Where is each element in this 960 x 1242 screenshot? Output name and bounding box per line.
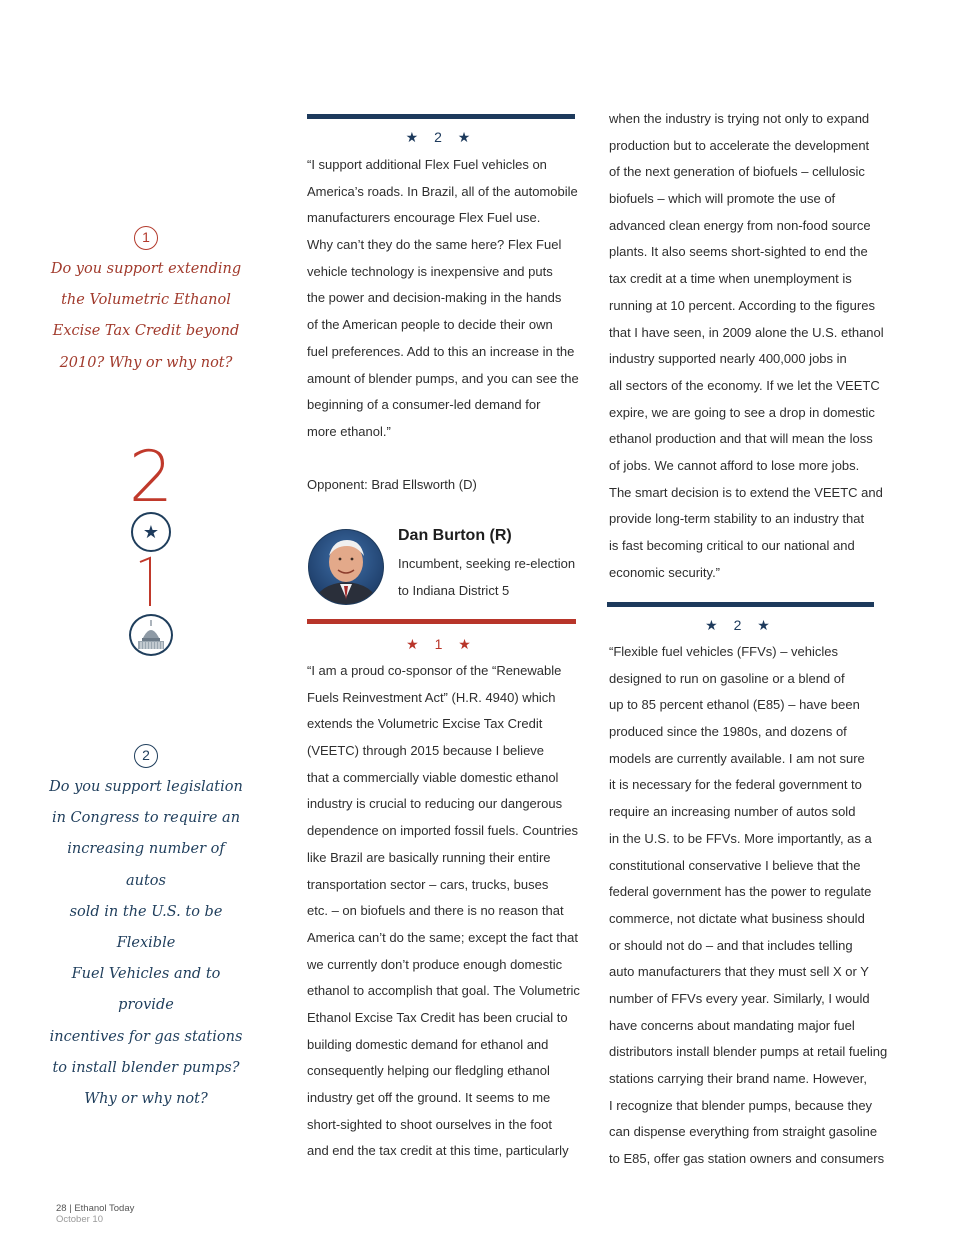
- text-line: provide long-term stability to an industry that: [609, 511, 865, 527]
- page-footer: [56, 1203, 134, 1225]
- text-line: of the next generation of biofuels – cellulosic: [609, 164, 865, 180]
- text-line: the power and decision-making in the hands: [307, 290, 562, 306]
- text-line: stations carrying their brand name. However,: [609, 1071, 867, 1086]
- text-line: that a commercially viable domestic ethanol: [307, 769, 559, 785]
- answer-text-bottom: [307, 658, 582, 1165]
- question-line: the Volumetric Ethanol: [61, 292, 231, 309]
- divider-blue: [307, 114, 575, 119]
- text-line: that I have seen, in 2009 alone the U.S. ethanol: [609, 324, 884, 340]
- text-line: running at 10 percent. According to the figures: [609, 297, 875, 313]
- text-line: “I am a proud co-sponsor of the “Renewable: [307, 663, 562, 678]
- text-line: beginning of a consumer-led demand for: [307, 397, 541, 413]
- text-line: it is necessary for the federal government to: [609, 777, 862, 793]
- answer-text-top: [307, 152, 582, 446]
- answer-text-question-2: [609, 639, 899, 1173]
- question-line: Do you support legislation: [49, 779, 243, 795]
- issue-date: October 10: [56, 1214, 103, 1225]
- question-line: to install blender pumps?: [52, 1059, 240, 1076]
- text-line: The smart decision is to extend the VEETC and: [609, 484, 883, 500]
- opponent-label: Opponent: Brad Ellsworth (D): [307, 477, 477, 492]
- candidate-district: to Indiana District 5: [398, 583, 510, 598]
- text-line: auto manufacturers that they must sell X or Y: [609, 964, 869, 980]
- text-line: plants. It also seems short-sighted to end the: [609, 244, 868, 260]
- text-line: to E85, offer gas station owners and consumers: [609, 1151, 885, 1167]
- page-number: 28: [56, 1203, 67, 1214]
- question-line: Do you support extending: [50, 261, 242, 277]
- text-line: tax credit at a time when unemployment is: [609, 271, 852, 287]
- capitol-icon: [131, 616, 171, 654]
- text-line: “I support additional Flex Fuel vehicles on: [307, 157, 547, 172]
- text-line: and end the tax credit at this time, particularly: [307, 1143, 569, 1159]
- text-line: I recognize that blender pumps, because they: [609, 1097, 873, 1113]
- answer-continued: [609, 106, 889, 586]
- text-line: extends the Volumetric Excise Tax Credit: [307, 716, 543, 732]
- star-badge: [131, 512, 171, 552]
- text-line: up to 85 percent ethanol (E85) – have been: [609, 697, 860, 713]
- text-line: manufacturers encourage Flex Fuel use.: [307, 210, 541, 226]
- question-line: Excise Tax Credit beyond: [52, 323, 240, 340]
- text-line: models are currently available. I am not sure: [609, 750, 865, 766]
- question-1-number: 1: [134, 226, 158, 250]
- text-line: fuel preferences. Add to this an increase in the: [307, 343, 575, 359]
- question-2-number: 2: [134, 744, 158, 768]
- text-line: “Flexible fuel vehicles (FFVs) – vehicles: [609, 644, 839, 659]
- text-line: building domestic demand for ethanol and: [307, 1036, 549, 1052]
- answer-stars-2: ★ 2 ★: [405, 129, 477, 145]
- capitol-badge: [129, 614, 173, 656]
- text-line: can dispense everything from straight gasoline: [609, 1124, 878, 1140]
- text-line: require an increasing number of autos sold: [609, 804, 856, 820]
- text-line: consequently helping our fledgling ethanol: [307, 1063, 550, 1079]
- question-1-text: [46, 254, 246, 379]
- divider-blue: [607, 602, 874, 607]
- text-line: Fuels Reinvestment Act” (H.R. 4940) which: [307, 689, 556, 705]
- text-line: of the American people to decide their own: [307, 317, 553, 333]
- text-line: commerce, not dictate what business should: [609, 910, 865, 926]
- text-line: of jobs. We cannot afford to lose more jobs.: [609, 457, 860, 473]
- text-line: vehicle technology is inexpensive and puts: [307, 263, 553, 279]
- text-line: or should not do – and that includes telling: [609, 937, 853, 953]
- text-line: have concerns about mandating major fuel: [609, 1017, 855, 1033]
- text-line: ethanol to accomplish that goal. The Volumetric: [307, 983, 580, 999]
- text-line: number of FFVs every year. Similarly, I would: [609, 990, 870, 1006]
- divider-red: [307, 619, 576, 624]
- text-line: in the U.S. to be FFVs. More importantly, as a: [609, 830, 872, 846]
- text-line: America’s roads. In Brazil, all of the automobile: [307, 183, 578, 199]
- text-line: produced since the 1980s, and dozens of: [609, 724, 847, 740]
- question-line: Why or why not?: [84, 1091, 208, 1108]
- text-line: federal government has the power to regulate: [609, 884, 872, 900]
- text-line: short-sighted to shoot ourselves in the foot: [307, 1116, 552, 1132]
- text-line: transportation sector – cars, trucks, buses: [307, 876, 549, 892]
- star-icon: ★: [142, 522, 160, 542]
- candidate-name: Dan Burton (R): [398, 527, 512, 544]
- candidate-status: Incumbent, seeking re-election: [398, 556, 576, 571]
- big-digit-2: 2: [128, 436, 174, 518]
- text-line: amount of blender pumps, and you can see the: [307, 370, 579, 386]
- question-line: increasing number of autos: [67, 841, 225, 889]
- text-line: all sectors of the economy. If we let the VEETC: [609, 377, 880, 393]
- question-line: sold in the U.S. to be Flexible: [69, 903, 223, 952]
- text-line: etc. – on biofuels and there is no reason that: [307, 903, 564, 919]
- question-line: 2010? Why or why not?: [59, 354, 233, 371]
- question-2-text: [46, 772, 246, 1115]
- text-line: expire, we are going to see a drop in domestic: [609, 404, 875, 420]
- text-line: designed to run on gasoline or a blend of: [609, 670, 845, 686]
- text-line: industry supported nearly 400,000 jobs in: [609, 351, 847, 367]
- text-line: constitutional conservative I believe that the: [609, 857, 861, 873]
- publication-name: Ethanol Today: [74, 1203, 135, 1214]
- text-line: production but to accelerate the development: [609, 137, 870, 153]
- question-line: in Congress to require an: [51, 810, 241, 827]
- text-line: industry get off the ground. It seems to me: [307, 1090, 551, 1105]
- text-line: distributors install blender pumps at retail fueling: [609, 1044, 888, 1060]
- answer-stars-1: ★ 1 ★: [406, 636, 477, 652]
- answer-stars-2: ★ 2 ★: [705, 617, 776, 633]
- question-line: incentives for gas stations: [49, 1028, 243, 1045]
- text-line: ethanol production and that will mean the loss: [609, 431, 873, 447]
- text-line: industry is crucial to reducing our dangerous: [307, 796, 563, 812]
- text-line: when the industry is trying not only to expand: [609, 111, 870, 126]
- digit-1-glyph: [130, 556, 170, 608]
- text-line: dependence on imported fossil fuels. Countries: [307, 823, 578, 839]
- text-line: Why can’t they do the same here? Flex Fuel: [307, 237, 562, 253]
- candidate-photo: [307, 528, 385, 606]
- text-line: like Brazil are basically running their entire: [307, 849, 551, 865]
- text-line: is fast becoming critical to our national and: [609, 538, 855, 553]
- text-line: more ethanol.”: [307, 423, 391, 439]
- text-line: biofuels – which will promote the use of: [609, 191, 836, 207]
- text-line: we currently don’t produce enough domestic: [307, 956, 563, 972]
- text-line: economic security.”: [609, 564, 721, 580]
- text-line: Ethanol Excise Tax Credit has been crucial to: [307, 1009, 568, 1025]
- text-line: (VEETC) through 2015 because I believe: [307, 743, 545, 759]
- question-line: Fuel Vehicles and to provide: [71, 966, 221, 1014]
- text-line: America can’t do the same; except the fact that: [307, 929, 578, 945]
- footer-separator: |: [69, 1203, 72, 1214]
- text-line: advanced clean energy from non-food source: [609, 217, 871, 233]
